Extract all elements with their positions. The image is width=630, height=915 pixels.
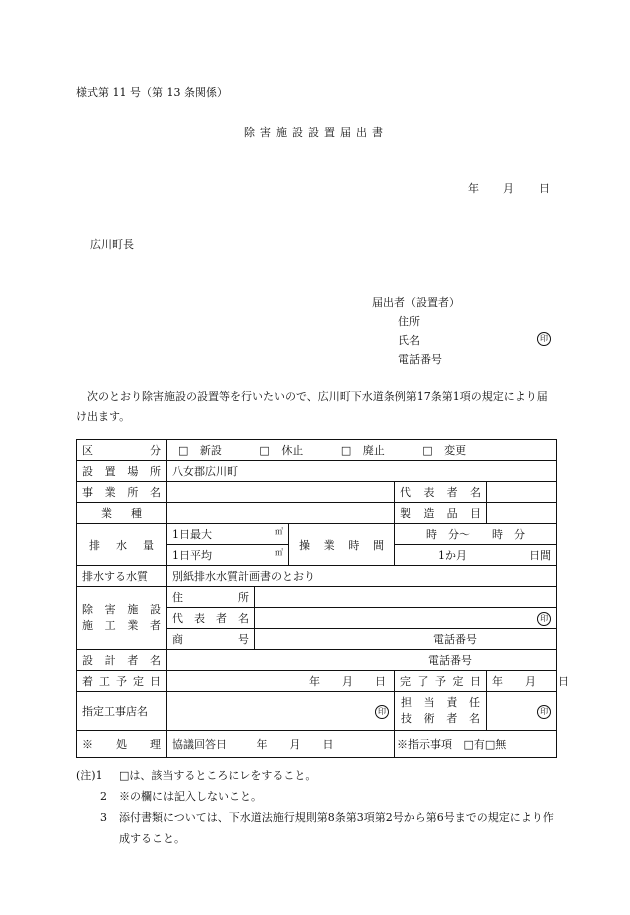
consult-date-label: 協議回答日	[172, 738, 227, 751]
form-number: 様式第 11 号（第 13 条関係）	[76, 86, 228, 99]
note-number: 2	[100, 790, 107, 803]
row-schedule	[77, 671, 557, 692]
shop-seal-icon: 印	[375, 705, 389, 719]
business-type-field[interactable]	[167, 503, 395, 524]
row-water-quality	[77, 566, 557, 587]
date-day: 日	[539, 182, 550, 195]
option-change-label: 変更	[444, 444, 467, 457]
option-new-label: 新設	[199, 444, 222, 457]
cubic-meter-unit: ㎥	[275, 548, 283, 557]
representative-field[interactable]	[487, 482, 557, 503]
applicant-address-label: 住所	[398, 315, 420, 328]
contractor-label-line2: 施工業者	[82, 619, 161, 632]
note-number: 3	[100, 811, 107, 824]
engineer-seal-icon: 印	[537, 705, 551, 719]
designer-field[interactable]	[167, 650, 557, 671]
row-discharge-max	[77, 524, 557, 545]
days-label: 日間	[529, 549, 552, 562]
completion-date-field[interactable]: 年 月 日	[487, 671, 557, 692]
note-item	[76, 807, 556, 849]
row-location	[77, 461, 557, 482]
row-processing	[77, 731, 557, 758]
engineer-label-line2: 技術者名	[401, 712, 480, 725]
applicant-name-label: 氏名	[398, 334, 420, 347]
business-type-label: 業 種	[77, 503, 167, 524]
checkbox-abolish[interactable]: □	[340, 444, 352, 457]
instruction-yes[interactable]: □有	[463, 738, 485, 751]
designer-phone-label: 電話番号	[428, 654, 472, 667]
applicant-seal-icon: 印	[537, 331, 551, 346]
location-value[interactable]: 八女郡広川町	[167, 461, 557, 482]
instruction-label: ※指示事項	[397, 738, 452, 751]
contractor-trade-field[interactable]	[255, 629, 557, 650]
row-business	[77, 503, 557, 524]
office-name-field[interactable]	[167, 482, 395, 503]
contractor-shop-field[interactable]	[167, 692, 395, 731]
date-year: 年	[468, 182, 479, 195]
start-date-label: 着工予定日	[77, 671, 167, 692]
applicant-heading: 届出者（設置者）	[372, 296, 460, 309]
recipient: 広川町長	[90, 238, 134, 251]
cubic-meter-unit: ㎥	[275, 527, 283, 536]
operation-days-field[interactable]	[395, 545, 557, 566]
checkbox-change[interactable]: □	[422, 444, 433, 457]
contractor-trade-label: 商 号	[167, 629, 255, 650]
per-month-label: 1か月	[438, 549, 467, 562]
water-quality-value[interactable]: 別紙排水水質計画書のとおり	[167, 566, 557, 587]
notes-prefix: (注)	[76, 769, 96, 782]
row-category	[77, 440, 557, 461]
representative-label: 代表者名	[395, 482, 487, 503]
discharge-avg-field[interactable]	[167, 545, 289, 566]
daily-max-label: 1日最大	[172, 528, 212, 541]
row-contractor-address	[77, 587, 557, 608]
engineer-field[interactable]	[487, 692, 557, 731]
location-label: 設置場所	[77, 461, 167, 482]
option-abolish-label: 廃止	[362, 444, 385, 457]
contractor-rep-field[interactable]	[255, 608, 557, 629]
category-label: 区 分	[77, 440, 167, 461]
contractor-shop-label: 指定工事店名	[77, 692, 167, 731]
row-shop	[77, 692, 557, 731]
engineer-label-line1: 担当責任	[401, 696, 480, 709]
checkbox-suspend[interactable]: □	[259, 444, 270, 457]
option-suspend-label: 休止	[281, 444, 304, 457]
body-text: 次のとおり除害施設の設置等を行いたいので、広川町下水道条例第17条第1項の規定により届け出ます。	[76, 390, 548, 423]
office-name-label: 事業所名	[77, 482, 167, 503]
completion-date-label: 完了予定日	[395, 671, 487, 692]
date-month: 月	[503, 182, 514, 195]
note-text: □は、該当するところにレをすること。	[119, 769, 317, 782]
application-form-table	[76, 439, 569, 758]
notes	[76, 765, 556, 849]
note-text: ※の欄には記入しないこと。	[119, 790, 262, 803]
note-number: 1	[95, 769, 103, 782]
processing-label: ※処理	[77, 731, 167, 758]
applicant-phone-label: 電話番号	[398, 353, 442, 366]
products-field[interactable]	[487, 503, 557, 524]
instruction-field	[395, 731, 557, 758]
operation-hours-label: 操業時間	[289, 524, 395, 566]
note-text: 添付書類については、下水道法施行規則第8条第3項第2号から第6号までの規定により作成すること。	[119, 811, 554, 845]
checkbox-new[interactable]: □	[178, 444, 189, 457]
water-quality-label: 排水する水質	[77, 566, 167, 587]
designer-label: 設計者名	[77, 650, 167, 671]
document-title: 除害施設設置届出書	[244, 126, 388, 139]
note-item	[76, 765, 556, 786]
instruction-no[interactable]: □無	[484, 738, 507, 751]
row-designer	[77, 650, 557, 671]
row-office	[77, 482, 557, 503]
operation-time-range[interactable]: 時 分〜 時 分	[395, 524, 557, 545]
contractor-address-label: 住 所	[167, 587, 255, 608]
engineer-label	[395, 692, 487, 731]
contractor-seal-icon: 印	[537, 612, 551, 626]
discharge-max-field[interactable]	[167, 524, 289, 545]
consult-date-value: 年 月 日	[256, 738, 334, 751]
contractor-rep-label: 代表者名	[167, 608, 255, 629]
contractor-label	[77, 587, 167, 650]
daily-avg-label: 1日平均	[172, 549, 212, 562]
start-date-field[interactable]: 年 月 日	[167, 671, 395, 692]
contractor-address-field[interactable]	[255, 587, 557, 608]
note-item	[76, 786, 556, 807]
contractor-label-line1: 除害施設	[82, 603, 161, 616]
category-options	[167, 440, 557, 461]
discharge-label: 排水量	[77, 524, 167, 566]
contractor-phone-label: 電話番号	[433, 633, 477, 646]
consult-date-field	[167, 731, 395, 758]
products-label: 製造品目	[395, 503, 487, 524]
